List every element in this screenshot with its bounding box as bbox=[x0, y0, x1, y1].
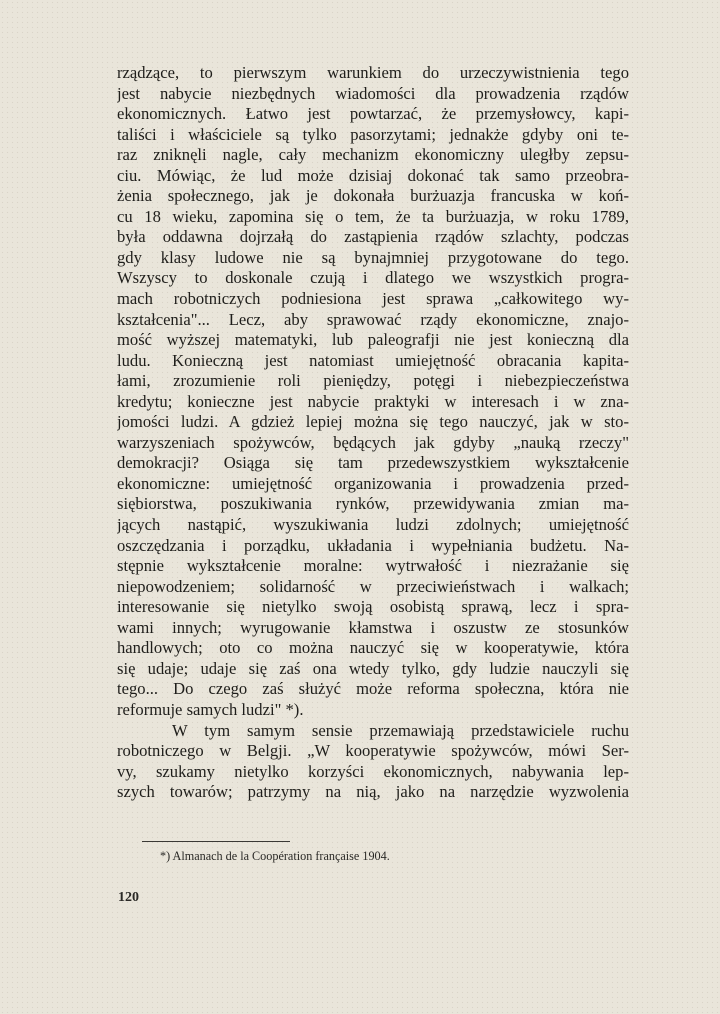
paragraph-end-line: reformuje samych ludzi" *). bbox=[117, 699, 304, 719]
text-line: vy, szukamy nietylko korzyści ekonomicznych, nabywania lep- bbox=[117, 761, 629, 781]
text-line: ludu. Konieczną jest natomiast umiejętność obracania kapita- bbox=[117, 350, 629, 370]
text-line: mość wyższej matematyki, lub paleografji nie jest konieczną dla bbox=[117, 330, 629, 350]
text-line: raz zniknęli nagle, cały mechanizm ekonomiczny uległby zepsu- bbox=[117, 145, 629, 165]
text-line: się udaje; udaje się zaś ona wtedy tylko, gdy ludzie nauczyli się bbox=[117, 658, 629, 678]
text-line: interesowanie się nietylko swoją osobistą sprawą, lecz i spra- bbox=[117, 597, 629, 617]
text-line: taliści i właściciele są tylko pasorzytami; jednakże gdyby oni te- bbox=[117, 124, 629, 144]
text-line: ciu. Mówiąc, że lud może dzisiaj dokonać tak samo przeobra- bbox=[117, 165, 629, 185]
text-line: warzyszeniach spożywców, będących jak gdyby „nauką rzeczy" bbox=[117, 432, 629, 452]
text-line: mach robotniczych podniesiona jest sprawa „całkowitego wy- bbox=[117, 289, 629, 309]
text-line: demokracji? Osiąga się tam przedewszystkiem wykształcenie bbox=[117, 453, 629, 473]
footnote: *) Almanach de la Coopération française 1904. bbox=[160, 849, 390, 863]
text-line: kredytu; konieczne jest nabycie praktyki w interesach i w zna- bbox=[117, 391, 629, 411]
text-line: stępnie wykształcenie moralne: wytrwałość i niezrażanie się bbox=[117, 556, 629, 576]
text-line: jest nabycie niezbędnych wiadomości dla prowadzenia rządów bbox=[117, 83, 629, 103]
text-line: żenia społecznego, jak je dokonała burżuazja francuska w koń- bbox=[117, 186, 629, 206]
text-line: łami, zrozumienie roli pieniędzy, potęgi i niebezpieczeństwa bbox=[117, 371, 629, 391]
page-number: 120 bbox=[118, 890, 139, 905]
text-line: kształcenia"... Lecz, aby sprawować rządy ekonomiczne, znajo- bbox=[117, 309, 629, 329]
text-line: oszczędzania i porządku, układania i wypełniania budżetu. Na- bbox=[117, 535, 629, 555]
text-line: tego... Do czego zaś służyć może reforma społeczna, która nie bbox=[117, 679, 629, 699]
footnote-divider bbox=[142, 841, 290, 842]
text-line: niepowodzeniem; solidarność w przeciwieństwach i walkach; bbox=[117, 576, 629, 596]
text-line: robotniczego w Belgji. „W kooperatywie spożywców, mówi Ser- bbox=[117, 741, 629, 761]
text-line: jących nastąpić, wyszukiwania ludzi zdolnych; umiejętność bbox=[117, 515, 629, 535]
text-line: była oddawna dojrzałą do zastąpienia rządów szlachty, podczas bbox=[117, 227, 629, 247]
text-line: handlowych; oto co można nauczyć się w kooperatywie, która bbox=[117, 638, 629, 658]
text-line: jomości ludzi. A gdzież lepiej można się tego nauczyć, jak w sto- bbox=[117, 412, 629, 432]
text-line: cu 18 wieku, zapomina się o tem, że ta burżuazja, w roku 1789, bbox=[117, 206, 629, 226]
body-text bbox=[117, 63, 629, 803]
text-line: szych towarów; patrzymy na nią, jako na narzędzie wyzwolenia bbox=[117, 782, 629, 802]
text-line: rządzące, to pierwszym warunkiem do urzeczywistnienia tego bbox=[117, 63, 629, 82]
text-line: wami innych; wyrugowanie kłamstwa i oszustw ze stosunków bbox=[117, 617, 629, 637]
text-line: gdy klasy ludowe nie są bynajmniej przygotowane do tego. bbox=[117, 247, 629, 267]
text-line: ekonomiczne: umiejętność organizowania i prowadzenia przed- bbox=[117, 473, 629, 493]
text-line: Wszyscy to doskonale czują i dlatego we wszystkich progra- bbox=[117, 268, 629, 288]
text-line: ekonomicznych. Łatwo jest powtarzać, że przemysłowcy, kapi- bbox=[117, 104, 629, 124]
paragraph-start-line: W tym samym sensie przemawiają przedstawiciele ruchu bbox=[172, 720, 629, 740]
text-line: siębiorstwa, poszukiwania rynków, przewidywania zmian ma- bbox=[117, 494, 629, 514]
